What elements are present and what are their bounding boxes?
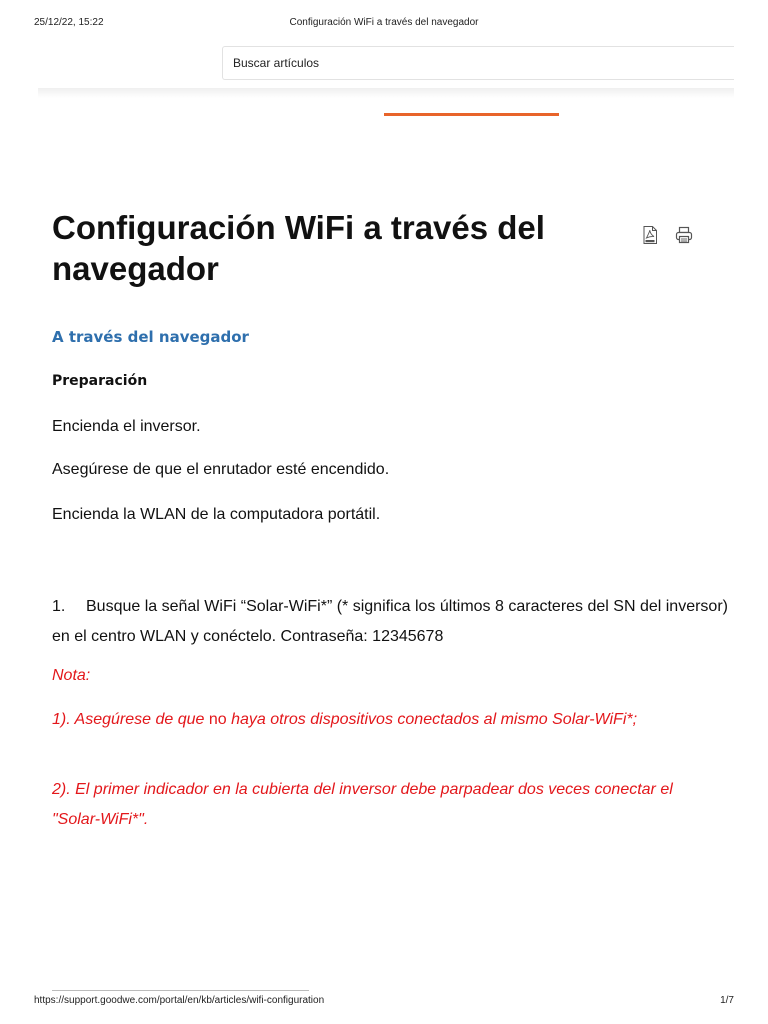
search-box <box>222 46 734 80</box>
paragraph-enable-wlan: Encienda la WLAN de la computadora portátil. <box>52 506 381 523</box>
step-list-item <box>52 592 732 652</box>
print-datetime: 25/12/22, 15:22 <box>34 17 104 28</box>
paragraph-router-on: Asegúrese de que el enrutador esté encendido. <box>52 461 390 478</box>
paragraph-power-inverter: Encienda el inversor. <box>52 418 201 435</box>
search-input[interactable] <box>223 47 734 79</box>
active-nav-indicator <box>384 113 559 116</box>
note-item-1 <box>52 705 692 735</box>
pdf-icon[interactable] <box>640 225 660 245</box>
header-divider <box>38 88 734 98</box>
step-text: Busque la señal WiFi “Solar-WiFi*” (* significa los últimos 8 caracteres del SN del inversor) en el centro WLAN y conéctelo. Contraseña: 12345678 <box>52 598 728 645</box>
step-number: 1. <box>52 598 66 615</box>
print-header <box>34 17 734 31</box>
note-label: Nota: <box>52 667 91 684</box>
print-footer <box>34 995 734 1009</box>
print-url: https://support.goodwe.com/portal/en/kb/articles/wifi-configuration <box>34 995 325 1006</box>
page-number: 1/7 <box>720 995 734 1006</box>
note-item-1-part3: haya otros dispositivos conectados al mismo Solar-WiFi*; <box>231 711 638 728</box>
article-tools <box>640 225 694 245</box>
print-icon[interactable] <box>674 225 694 245</box>
note-item-2: 2). El primer indicador en la cubierta del inversor debe parpadear dos veces conectar el "Solar-WiFi*". <box>52 781 673 828</box>
note-item-1-part2: no <box>204 711 232 728</box>
footer-divider <box>52 990 309 991</box>
section-subheading: A través del navegador <box>52 328 249 346</box>
article-title: Configuración WiFi a través del navegador <box>52 209 545 287</box>
note-item-1-part1: 1). Asegúrese de que <box>52 711 205 728</box>
print-page-title: Configuración WiFi a través del navegador <box>289 17 479 28</box>
preparation-heading: Preparación <box>52 373 148 389</box>
